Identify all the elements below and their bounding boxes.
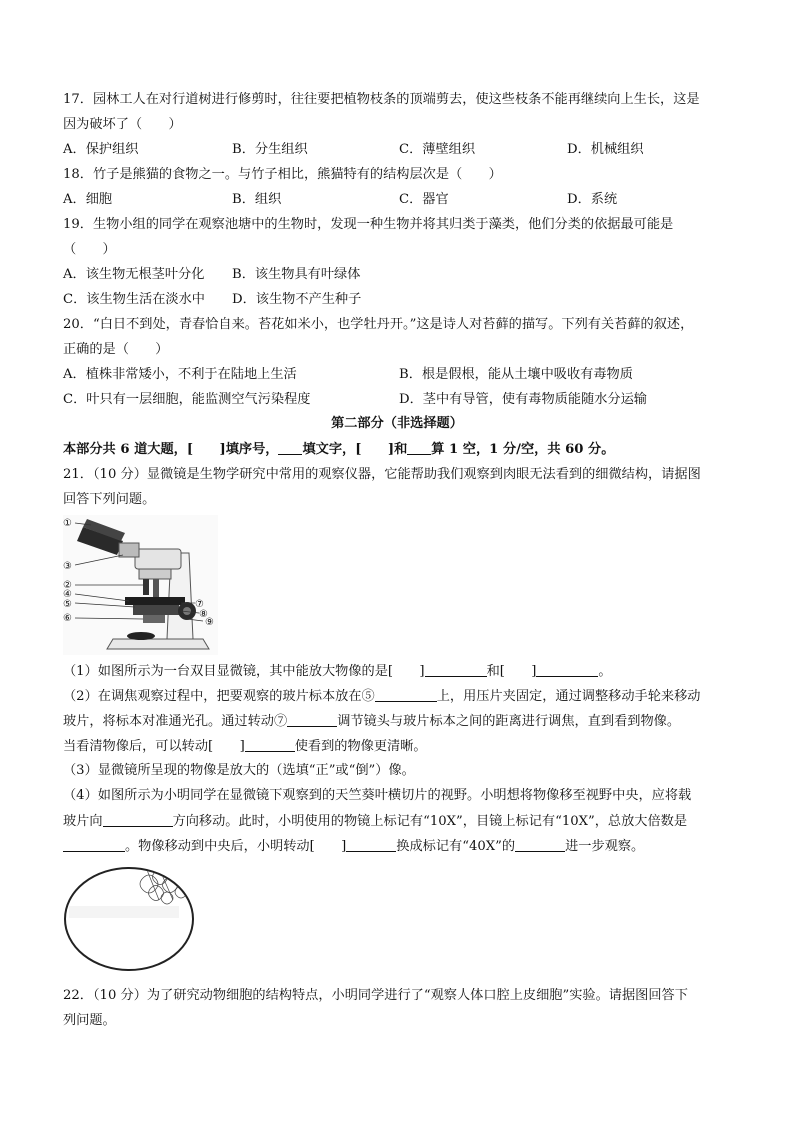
label-2: ② — [63, 580, 72, 591]
part2-instr-3: 算 1 空，1 分/空，共 60 分。 — [431, 442, 615, 457]
q20-option-b[interactable]: B．根是假根，能从土壤中吸收有毒物质 — [399, 367, 633, 382]
q17-stem: 17．园林工人在对行道树进行修剪时，往往要把植物枝条的顶端剪去，使这些枝条不能再继续向上生长，这是 — [63, 92, 700, 107]
q19-option-d[interactable]: D．该生物不产生种子 — [232, 292, 362, 307]
answer-blank[interactable] — [425, 662, 487, 677]
label-7: ⑦ — [195, 599, 204, 610]
q21-part4-line3 — [63, 837, 644, 856]
label-6: ⑥ — [63, 613, 72, 624]
answer-blank[interactable] — [346, 837, 396, 852]
answer-blank[interactable] — [536, 662, 598, 677]
answer-blank[interactable] — [515, 837, 565, 852]
q21-part4-line1: （4）如图所示为小明同学在显微镜下观察到的天竺葵叶横切片的视野。小明想将物像移至视野中央，应将载 — [63, 788, 692, 803]
q21-p2-text-d: 调节镜头与玻片标本之间的距离进行调焦，直到看到物像。 — [337, 714, 681, 729]
part2-instr-2: 填文字，[ ]和 — [302, 442, 408, 457]
q21-p2-text-e: 当看清物像后，可以转动[ ] — [63, 739, 245, 754]
label-5: ⑤ — [63, 599, 72, 610]
label-8: ⑧ — [199, 609, 208, 620]
q21-part4-line2 — [63, 812, 687, 831]
q22-stem: 22．（10 分）为了研究动物细胞的结构特点，小明同学进行了“观察人体口腔上皮细胞”实验。请据图回答下 — [63, 988, 688, 1003]
q18-option-c[interactable]: C．器官 — [399, 192, 449, 207]
q18-option-b[interactable]: B．组织 — [232, 192, 282, 207]
q18-stem: 18．竹子是熊猫的食物之一。与竹子相比，熊猫特有的结构层次是（ ） — [63, 167, 502, 182]
q19-option-b[interactable]: B．该生物具有叶绿体 — [232, 267, 361, 282]
q21-p1-text-b: 和[ ] — [486, 664, 537, 679]
microscope-figure — [63, 515, 218, 655]
field-of-view-figure — [63, 866, 195, 972]
q21-p1-text-a: （1）如图所示为一台双目显微镜，其中能放大物像的是[ ] — [63, 664, 425, 679]
label-4: ④ — [63, 589, 72, 600]
q21-stem-cont: 回答下列问题。 — [63, 492, 156, 507]
q21-part2-line2 — [63, 712, 680, 731]
part2-title: 第二部分（非选择题） — [331, 416, 463, 431]
answer-blank[interactable] — [245, 737, 295, 752]
q21-p1-text-c: 。 — [598, 664, 612, 679]
answer-blank[interactable] — [375, 687, 437, 702]
q18-option-d[interactable]: D．系统 — [567, 192, 618, 207]
q21-p2-text-c: 玻片，将标本对准通光孔。通过转动⑦ — [63, 714, 288, 729]
q21-stem: 21．（10 分）显微镜是生物学研究中常用的观察仪器，它能帮助我们观察到肉眼无法看到的细微结构，请据图 — [63, 467, 701, 482]
q21-part2-line3 — [63, 737, 427, 756]
q19-option-c[interactable]: C．该生物生活在淡水中 — [63, 292, 205, 307]
q21-p4-text-d: 。物像移动到中央后，小明转动[ ] — [125, 839, 347, 854]
q19-stem-cont: （ ） — [63, 242, 116, 257]
answer-blank[interactable] — [287, 712, 337, 727]
q20-stem-cont: 正确的是（ ） — [63, 342, 169, 357]
q20-option-a[interactable]: A．植株非常矮小，不利于在陆地上生活 — [63, 367, 297, 382]
answer-blank[interactable] — [103, 812, 173, 827]
q20-stem: 20．“白日不到处，青春恰自来。苔花如米小，也学牡丹开。”这是诗人对苔藓的描写。下列有关苔藓的叙述， — [63, 317, 694, 332]
answer-blank[interactable] — [63, 837, 125, 852]
q17-stem-cont: 因为破坏了（ ） — [63, 117, 182, 132]
q17-option-d[interactable]: D．机械组织 — [567, 142, 644, 157]
q21-p2-text-a: （2）在调焦观察过程中，把要观察的玻片标本放在⑤ — [63, 689, 375, 704]
q21-p2-text-b: 上，用压片夹固定，通过调整移动手轮来移动 — [436, 689, 701, 704]
label-3: ③ — [63, 561, 72, 572]
q22-stem-cont: 列问题。 — [63, 1013, 116, 1028]
q17-option-a[interactable]: A．保护组织 — [63, 142, 139, 157]
q21-p2-text-f: 使看到的物像更清晰。 — [294, 739, 427, 754]
q21-p4-text-f: 进一步观察。 — [565, 839, 645, 854]
text-blank — [278, 440, 302, 455]
q21-p4-text-c: 方向移动。此时，小明使用的物镜上标记有“10X”，目镜上标记有“10X”，总放大倍数是 — [172, 814, 688, 829]
q19-stem: 19．生物小组的同学在观察池塘中的生物时，发现一种生物并将其归类于藻类，他们分类的依据最可能是 — [63, 217, 674, 232]
q17-option-c[interactable]: C．薄壁组织 — [399, 142, 476, 157]
q19-option-a[interactable]: A．该生物无根茎叶分化 — [63, 267, 205, 282]
q21-p4-text-e: 换成标记有“40X”的 — [396, 839, 516, 854]
label-1: ① — [63, 518, 72, 529]
q21-part2-line1 — [63, 687, 700, 706]
q21-p4-text-b: 玻片向 — [63, 814, 103, 829]
q18-option-a[interactable]: A．细胞 — [63, 192, 113, 207]
q20-option-c[interactable]: C．叶只有一层细胞，能监测空气污染程度 — [63, 392, 311, 407]
q20-option-d[interactable]: D．茎中有导管，使有毒物质能随水分运输 — [399, 392, 647, 407]
q17-option-b[interactable]: B．分生组织 — [232, 142, 308, 157]
part2-instructions — [63, 440, 614, 459]
label-9: ⑨ — [205, 617, 214, 628]
text-blank — [407, 440, 431, 455]
q21-part1 — [63, 662, 612, 681]
q21-part3: （3）显微镜所呈现的物像是放大的（选填“正”或“倒”）像。 — [63, 763, 415, 778]
part2-instr-1: 本部分共 6 道大题，[ ]填序号， — [63, 442, 279, 457]
